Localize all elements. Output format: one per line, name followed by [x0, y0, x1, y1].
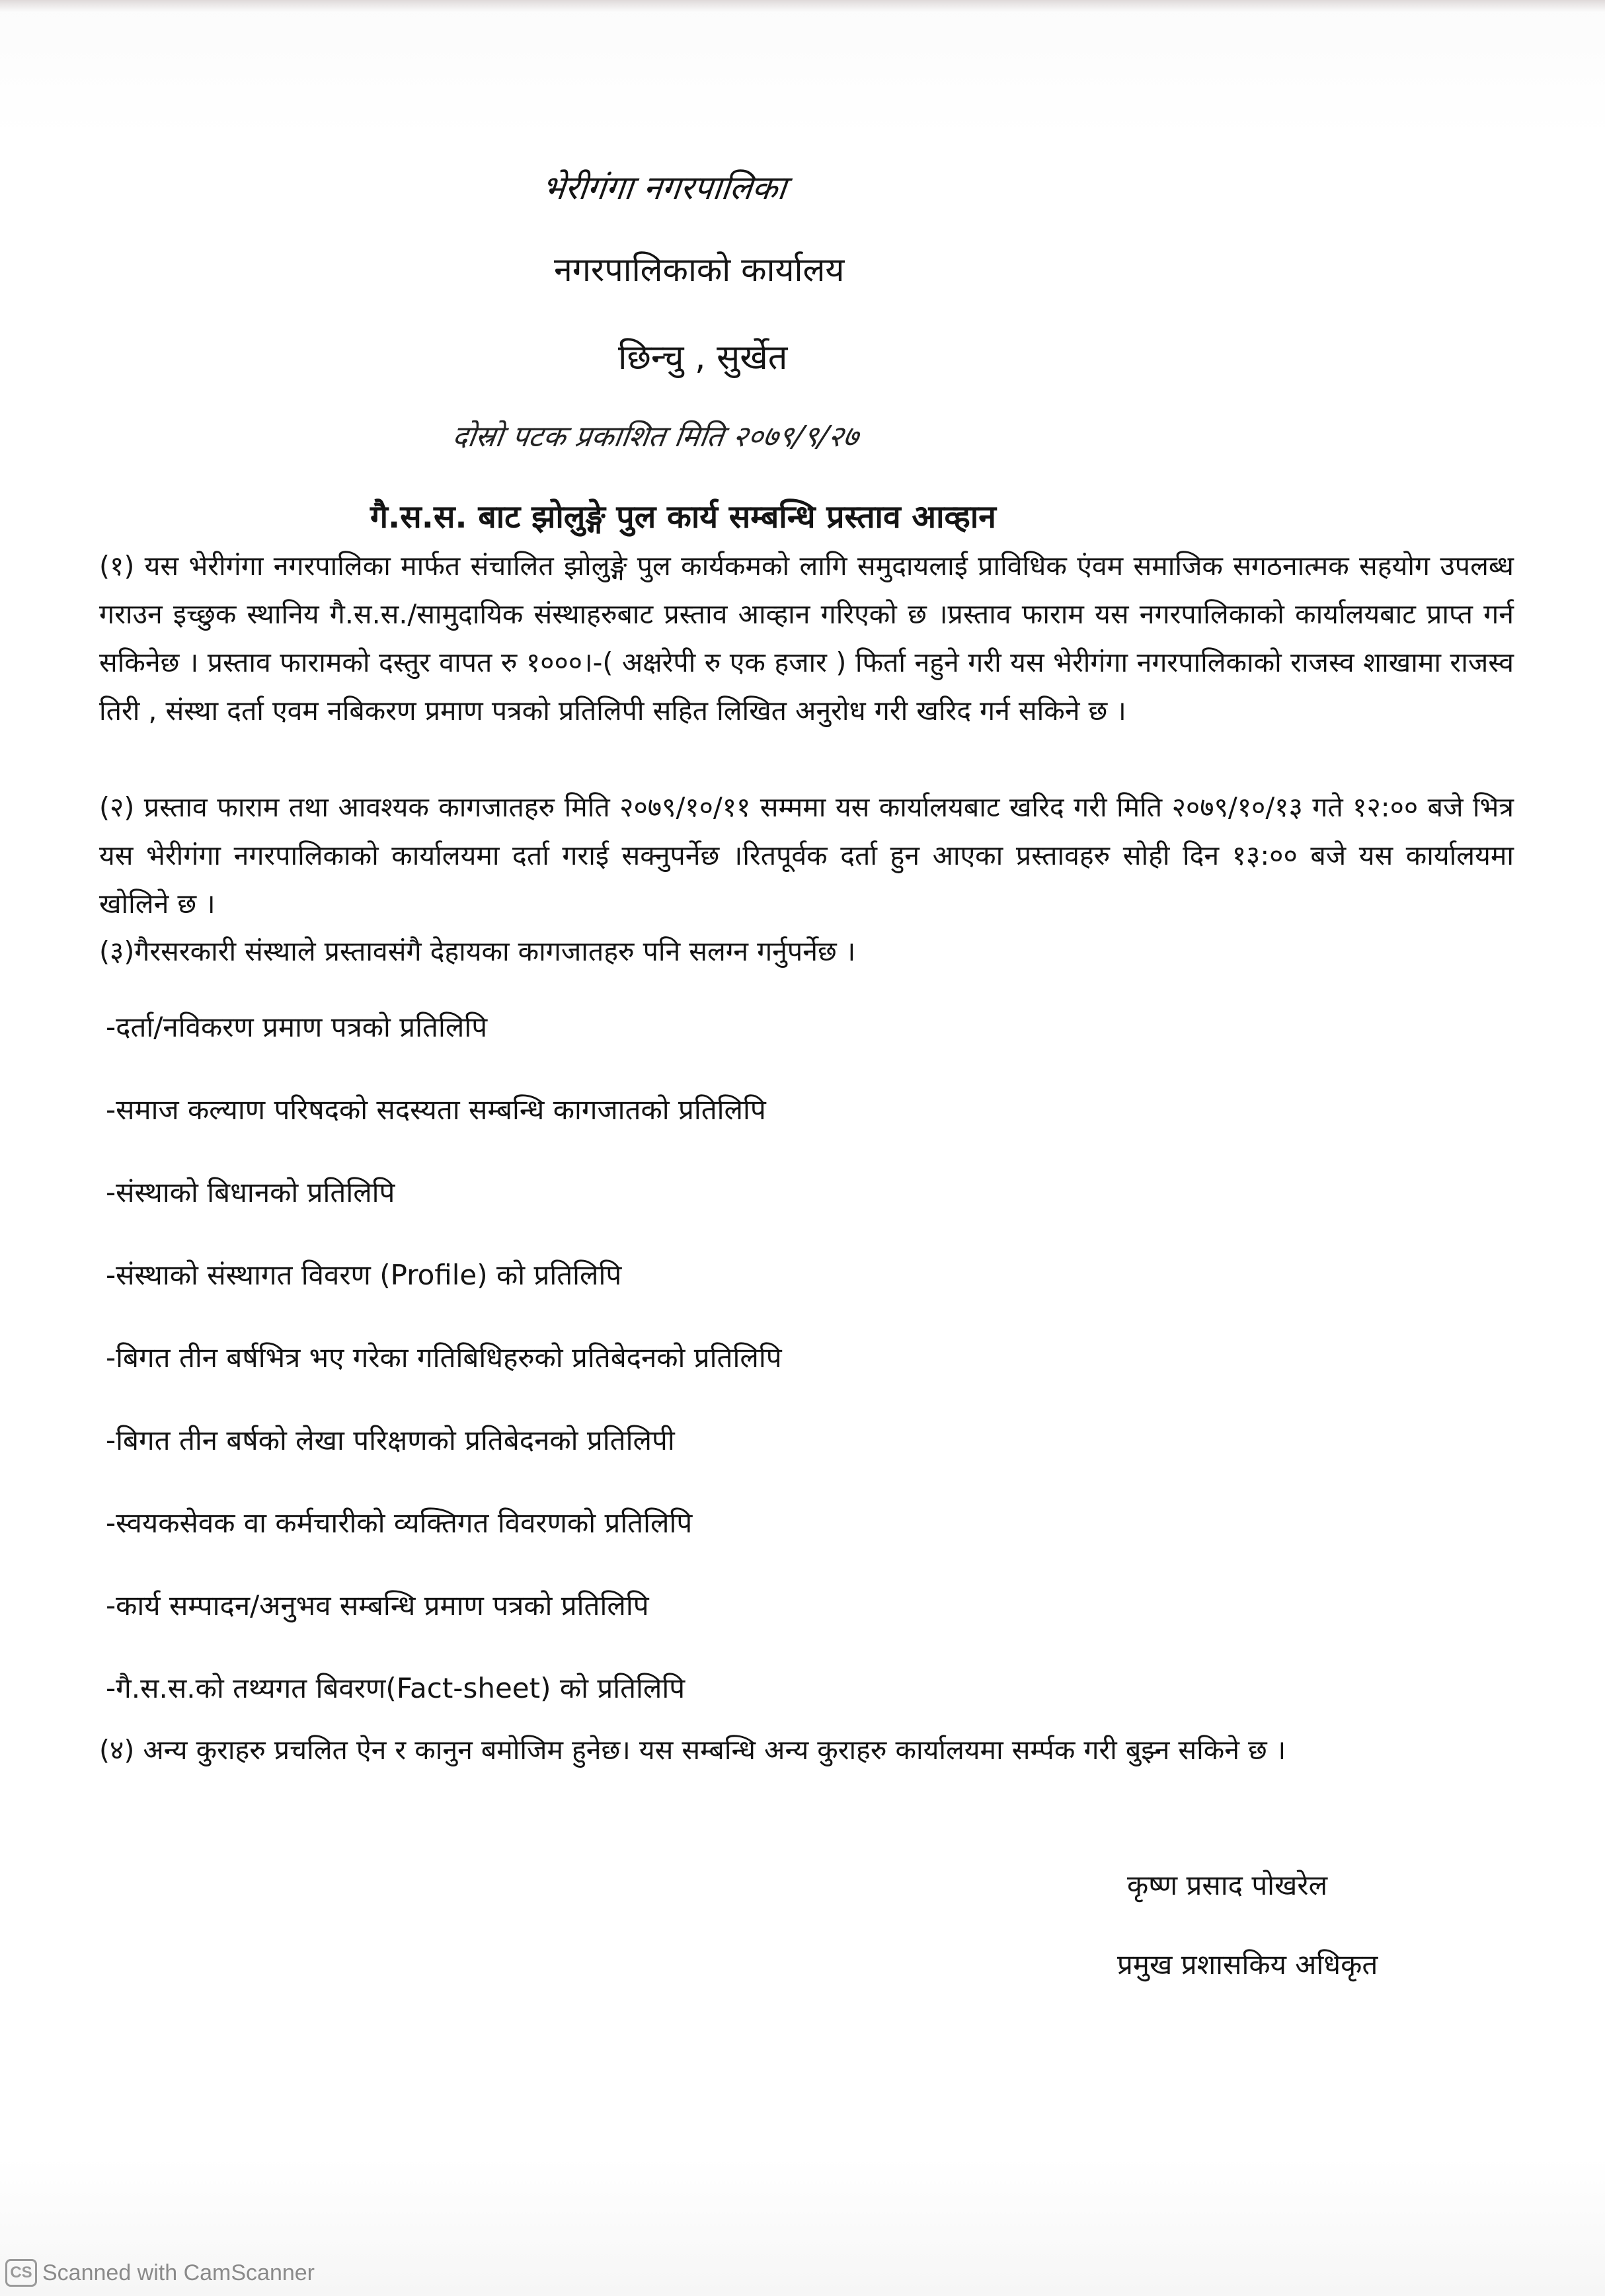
list-item: -गै.स.स.को तथ्यगत बिवरण(Fact-sheet) को प्रतिलिपि	[106, 1672, 685, 1704]
paragraph-3: (३)गैरसरकारी संस्थाले प्रस्तावसंगै देहायका कागजातहरु पनि सलग्न गर्नुपर्नेछ ।	[99, 935, 856, 967]
scan-top-edge	[0, 0, 1605, 12]
required-documents-list	[106, 1004, 1494, 1747]
list-item: -स्वयकसेवक वा कर्मचारीको व्यक्तिगत विवरणको प्रतिलिपि	[106, 1507, 693, 1539]
list-item: -दर्ता/नविकरण प्रमाण पत्रको प्रतिलिपि	[106, 1011, 488, 1043]
list-item: -समाज कल्याण परिषदको सदस्यता सम्बन्धि कागजातको प्रतिलिपि	[106, 1093, 766, 1126]
office-address: छिन्चु , सुर्खेत	[618, 338, 788, 377]
office-name: भेरीगंगा नगरपालिका	[539, 169, 789, 207]
scanner-text: Scanned with CamScanner	[42, 2260, 315, 2285]
list-item: -संस्थाको संस्थागत विवरण (Profile) को प्रतिलिपि	[106, 1259, 622, 1291]
scanner-watermark	[5, 2260, 315, 2286]
notice-title: गै.स.स. बाट झोलुङ्गे पुल कार्य सम्बन्धि प्रस्ताव आव्हान	[370, 498, 996, 535]
paragraph-1: (१) यस भेरीगंगा नगरपालिका मार्फत संचालित झोलुङ्गे पुल कार्यकमको लागि समुदायलाई प्राविधिक एंवम समाजिक सगठनात्मक सहयोग उपलब्ध गराउन इच्छुक स्थानिय गै.स.स./सामुदायिक संस्थाहरुबाट प्रस्ताव आव्हान गरिएको छ ।प्रस्ताव फाराम यस नगरपालिकाको कार्यालयबाट प्राप्त गर्न सकिनेछ । प्रस्ताव फारामको दस्तुर वापत रु १०००।-( अक्षरेपी रु एक हजार ) फिर्ता नहुने गरी यस भेरीगंगा नगरपालिकाको राजस्व शाखामा राजस्व तिरी , संस्था दर्ता एवम नबिकरण प्रमाण पत्रको प्रतिलिपी सहित लिखित अनुरोध गरी खरिद गर्न सकिने छ ।	[99, 550, 1514, 727]
list-item: -संस्थाको बिधानको प्रतिलिपि	[106, 1176, 395, 1208]
paragraph-2: (२) प्रस्ताव फाराम तथा आवश्यक कागजातहरु मिति २०७९/१०/११ सम्ममा यस कार्यालयबाट खरिद गरी मिति २०७९/१०/१३ गते १२:०० बजे भित्र यस भेरीगंगा नगरपालिकाको कार्यालयमा दर्ता गराई सक्नुपर्नेछ ।रितपूर्वक दर्ता हुन आएका प्रस्तावहरु सोही दिन १३:०० बजे यस कार्यालयमा खोलिने छ ।	[99, 791, 1514, 920]
office-type: नगरपालिकाको कार्यालय	[554, 251, 845, 289]
list-item: -बिगत तीन बर्षको लेखा परिक्षणको प्रतिबेदनको प्रतिलिपी	[106, 1424, 675, 1456]
publish-date-line: दोस्रो पटक प्रकाशित मिति २०७९/९/२७	[450, 420, 861, 454]
signer-title: प्रमुख प्रशासकिय अधिकृत	[1117, 1948, 1378, 1981]
list-item: -कार्य सम्पादन/अनुभव सम्बन्धि प्रमाण पत्रको प्रतिलिपि	[106, 1589, 649, 1622]
paragraph-4: (४) अन्य कुराहरु प्रचलित ऐन र कानुन बमोजिम हुनेछ। यस सम्बन्धि अन्य कुराहरु कार्यालयमा सर्म्पक गरी बुझ्न सकिने छ ।	[99, 1734, 1286, 1766]
list-item: -बिगत तीन बर्षभित्र भए गरेका गतिबिधिहरुको प्रतिबेदनको प्रतिलिपि	[106, 1341, 782, 1374]
signer-name: कृष्ण प्रसाद पोखरेल	[1127, 1869, 1328, 1901]
camscanner-logo-icon: CS	[5, 2259, 37, 2287]
